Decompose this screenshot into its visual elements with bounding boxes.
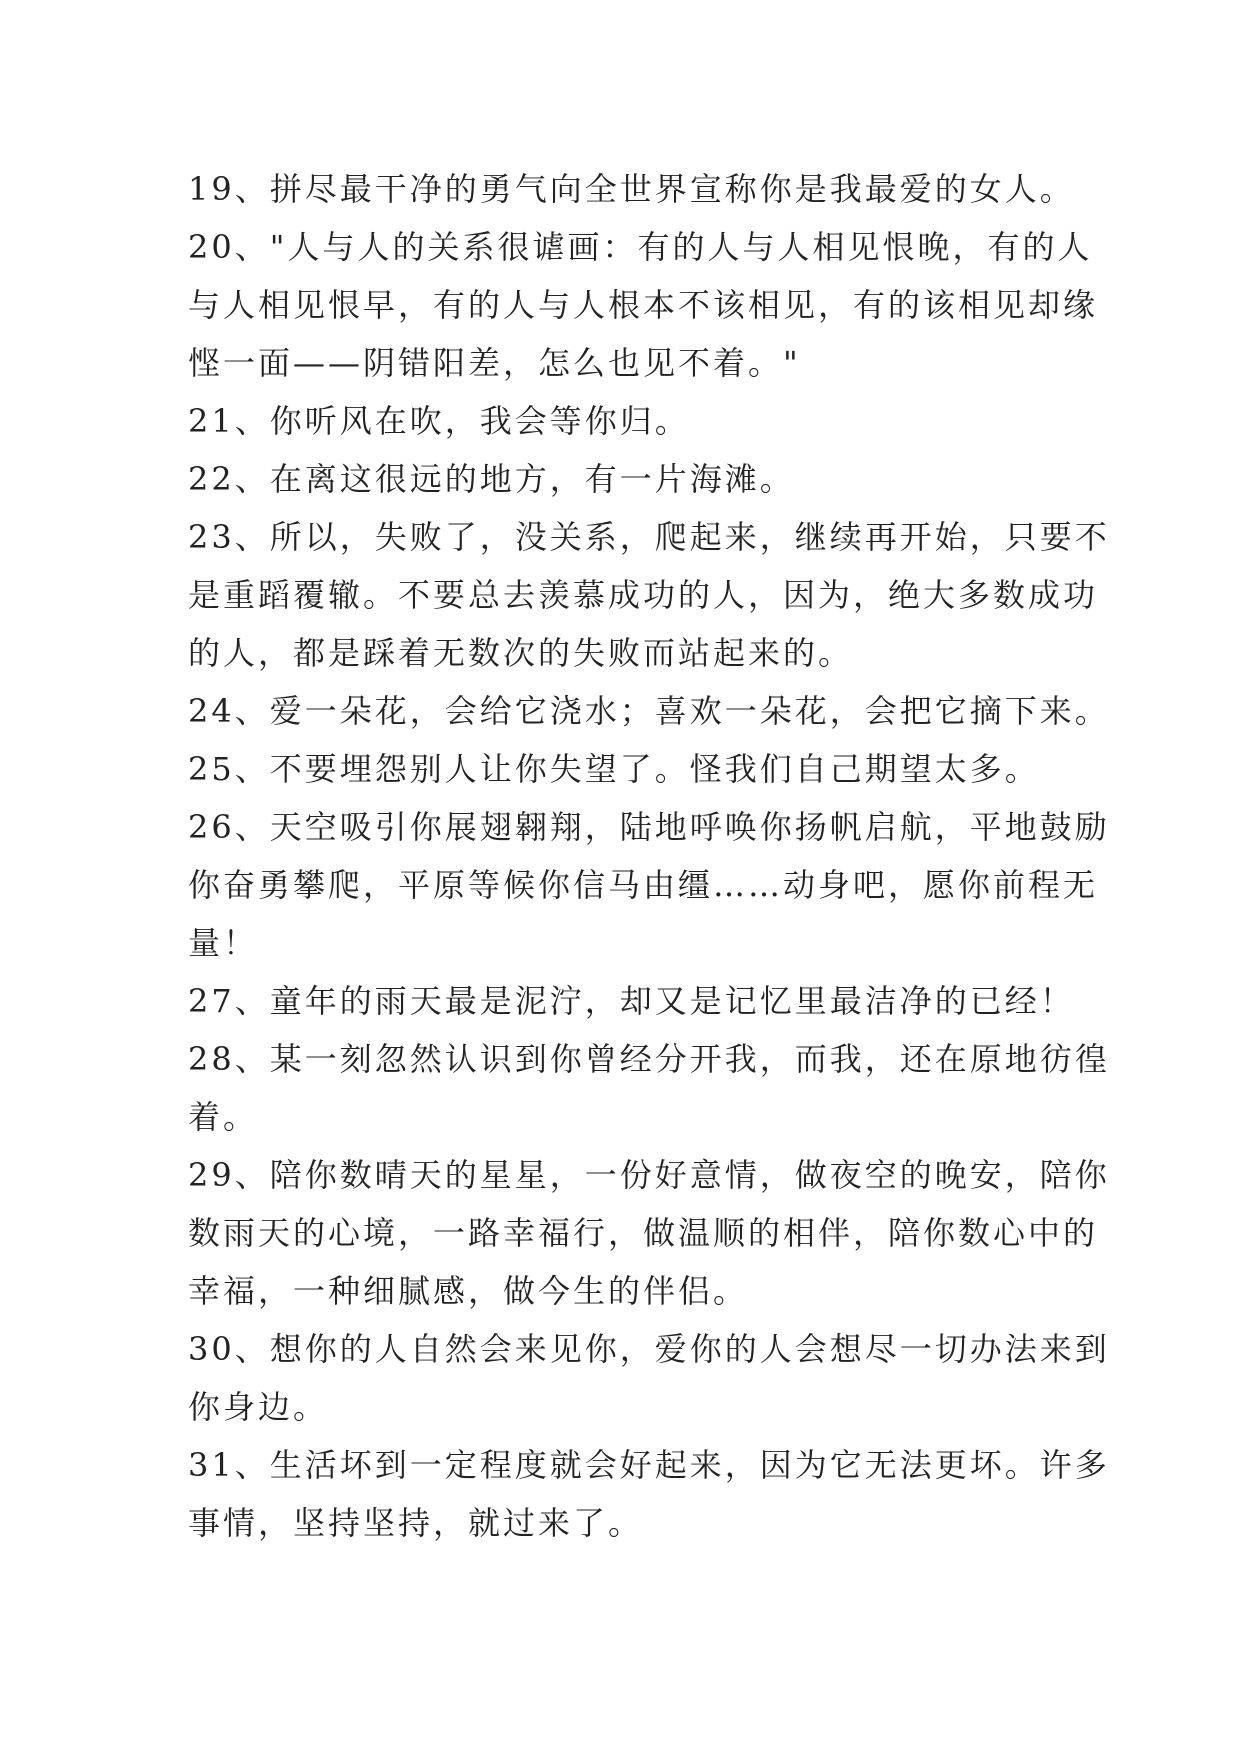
document-body	[188, 160, 1110, 1552]
text-line: 30、想你的人自然会来见你，爱你的人会想尽一切办法来到	[188, 1330, 1110, 1368]
text-line: 着。	[188, 1098, 259, 1136]
text-line: 量！	[188, 924, 259, 962]
text-line: 悭一面——阴错阳差，怎么也见不着。"	[188, 344, 801, 382]
text-line: 26、天空吸引你展翅翱翔，陆地呼唤你扬帆启航，平地鼓励	[188, 808, 1110, 846]
text-line: 事情，坚持坚持，就过来了。	[188, 1504, 644, 1542]
text-line: 幸福，一种细腻感，做今生的伴侣。	[188, 1272, 749, 1310]
text-line: 27、童年的雨天最是泥泞，却又是记忆里最洁净的已经！	[188, 982, 1075, 1020]
text-line: 28、某一刻忽然认识到你曾经分开我，而我，还在原地彷徨	[188, 1040, 1110, 1078]
text-line: 31、生活坏到一定程度就会好起来，因为它无法更坏。许多	[188, 1446, 1110, 1484]
text-line: 19、拼尽最干净的勇气向全世界宣称你是我最爱的女人。	[188, 170, 1075, 208]
text-line: 23、所以，失败了，没关系，爬起来，继续再开始，只要不	[188, 518, 1110, 556]
text-line: 数雨天的心境，一路幸福行，做温顺的相伴，陪你数心中的	[188, 1214, 1099, 1252]
text-line: 的人，都是踩着无数次的失败而站起来的。	[188, 634, 854, 672]
text-line: 与人相见恨早，有的人与人根本不该相见，有的该相见却缘	[188, 286, 1099, 324]
text-line: 你身边。	[188, 1388, 329, 1426]
text-line: 24、爱一朵花，会给它浇水；喜欢一朵花，会把它摘下来。	[188, 692, 1110, 730]
text-line: 25、不要埋怨别人让你失望了。怪我们自己期望太多。	[188, 750, 1040, 788]
text-line: 20、"人与人的关系很谑画：有的人与人相见恨晚，有的人	[188, 228, 1093, 266]
text-line: 29、陪你数晴天的星星，一份好意情，做夜空的晚安，陪你	[188, 1156, 1110, 1194]
text-line: 是重蹈覆辙。不要总去羡慕成功的人，因为，绝大多数成功	[188, 576, 1099, 614]
text-line: 22、在离这很远的地方，有一片海滩。	[188, 460, 795, 498]
text-line: 21、你听风在吹，我会等你归。	[188, 402, 690, 440]
text-line: 你奋勇攀爬，平原等候你信马由缰……动身吧，愿你前程无	[188, 866, 1099, 904]
